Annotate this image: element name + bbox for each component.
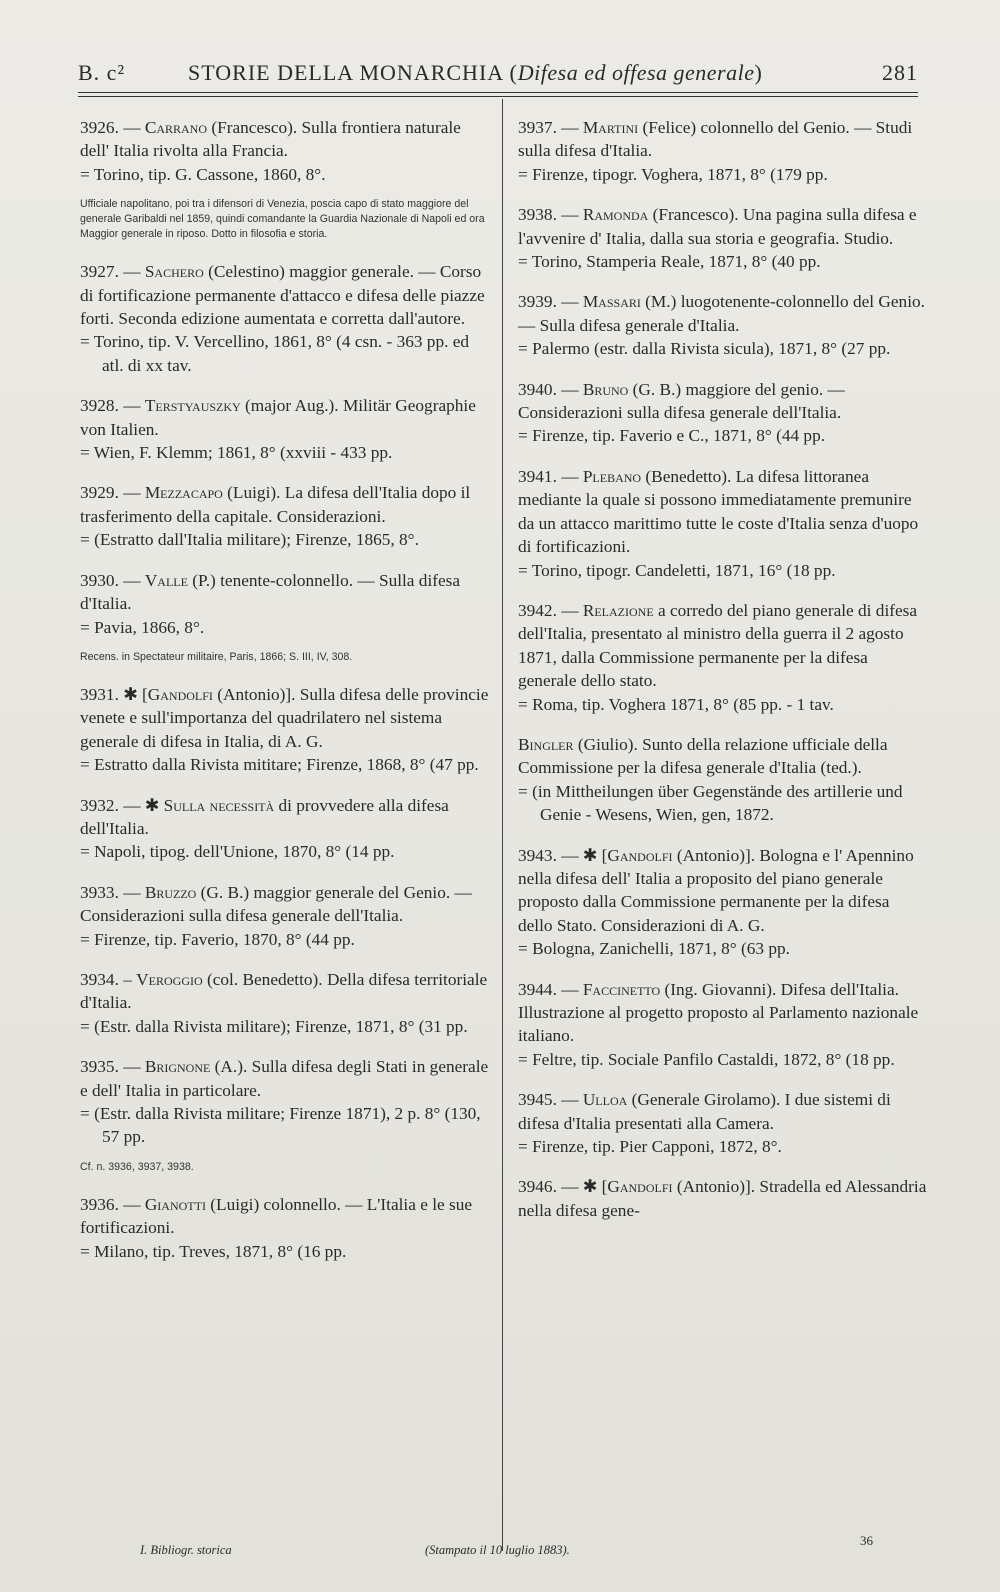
entry-imprint: = Estratto dalla Rivista mititare; Firenze, 1868, 8° (47 pp. xyxy=(80,755,479,775)
entry-imprint: = (Estratto dall'Italia militare); Firenze, 1865, 8°. xyxy=(80,530,419,550)
entry-title: (Benedetto). La difesa littoranea mediante la quale si possono immediatamente premunire da un attacco marittimo tutte le coste d'Italia senza d'uopo di fortificazioni. xyxy=(518,466,919,557)
entry-number: 3941. — xyxy=(518,466,583,486)
running-title xyxy=(188,60,763,86)
entry-number: 3946. — ✱ [ xyxy=(518,1177,608,1197)
entry-imprint: = Firenze, tip. Pier Capponi, 1872, 8°. xyxy=(518,1137,782,1157)
column-divider xyxy=(502,99,503,1551)
entry-title: (Antonio)]. Sulla difesa delle provincie venete e sull'importanza del quadrilatero nel sistema generale di difesa in Italia, di A. G. xyxy=(80,684,489,751)
entry-author: Veroggio xyxy=(136,969,203,989)
entry-text xyxy=(80,968,490,1015)
entry-text xyxy=(80,1055,490,1102)
entry-author: Ulloa xyxy=(582,1090,628,1110)
bibliography-entry xyxy=(80,481,490,551)
bibliography-entry xyxy=(518,844,928,961)
entry-number: 3931. ✱ [ xyxy=(80,684,148,704)
running-title-italic: Difesa ed offesa generale xyxy=(517,60,755,85)
entry-number: 3935. — xyxy=(80,1057,145,1077)
entry-text xyxy=(518,116,928,163)
entry-author: Bruno xyxy=(582,379,629,399)
entry-title: di provvedere alla difesa dell'Italia. xyxy=(80,795,449,838)
entry-title: (Luigi) colonnello. — L'Italia e le sue fortificazioni. xyxy=(80,1194,473,1238)
entry-title: (Giulio). Sunto della relazione ufficiale della Commissione per la difesa generale d'Italia (ted.). xyxy=(518,734,888,778)
entry-number: 3937. — xyxy=(518,118,583,137)
bibliography-entry xyxy=(518,599,928,716)
entry-imprint: = Bologna, Zanichelli, 1871, 8° (63 pp. xyxy=(518,939,790,959)
entry-text xyxy=(518,203,928,250)
entry-title: (Francesco). Sulla frontiera naturale dell' Italia rivolta alla Francia. xyxy=(80,118,461,161)
entry-imprint: = Firenze, tip. Faverio, 1870, 8° (44 pp. xyxy=(80,929,355,949)
entry-imprint: = Pavia, 1866, 8°. xyxy=(80,617,205,637)
entry-number: 3940. — xyxy=(518,379,583,399)
entry-author: Mezzacapo xyxy=(144,483,223,503)
signature-mark: B. c² xyxy=(78,60,126,85)
entry-title: (Antonio)]. Bologna e l' Apennino nella difesa dell' Italia a proposito del piano generale proposto dalla Commissione permanente per la difesa dello Stato. Considerazioni di A. G. xyxy=(518,845,914,935)
entry-title: (G. B.) maggiore del genio. — Considerazioni sulla difesa generale dell'Italia. xyxy=(518,379,845,423)
entry-text xyxy=(80,260,490,330)
entry-title: (Francesco). Una pagina sulla difesa e l'avvenire d' Italia, dalla sua storia e geografia. Studio. xyxy=(518,205,917,248)
footer-series: I. Bibliogr. storica xyxy=(140,1543,232,1557)
entry-title: (Luigi). La difesa dell'Italia dopo il trasferimento della capitale. Considerazioni. xyxy=(80,483,471,526)
editorial-note: Cf. n. 3936, 3937, 3938. xyxy=(80,1160,194,1173)
entry-text xyxy=(518,844,928,938)
entry-text xyxy=(80,569,490,616)
entry-author: Bingler xyxy=(518,734,574,754)
entry-text xyxy=(80,394,490,441)
entry-number: 3939. — xyxy=(518,292,583,312)
entry-title: (Antonio)]. Stradella ed Alessandria nella difesa gene- xyxy=(518,1177,927,1220)
entry-number: 3943. — ✱ [ xyxy=(518,845,608,865)
bibliography-entry xyxy=(80,1055,490,1149)
bibliography-entry xyxy=(518,378,928,448)
entry-imprint: = (Estr. dalla Rivista militare; Firenze 1871), 2 p. 8° (130, 57 pp. xyxy=(80,1104,481,1147)
entry-imprint: = Firenze, tip. Faverio e C., 1871, 8° (44 pp. xyxy=(518,426,826,446)
entry-text xyxy=(80,794,490,841)
left-column xyxy=(80,116,490,1280)
bibliography-entry xyxy=(80,881,490,951)
bibliography-entry xyxy=(80,683,490,777)
entry-number: 3926. — xyxy=(80,118,145,137)
entry-text xyxy=(518,599,928,693)
entry-imprint: = (in Mittheilungen über Gegenstände des artillerie und Genie - Wesens, Wien, gen, 1872. xyxy=(518,781,903,825)
entry-author: Carrano xyxy=(144,118,208,137)
entry-text xyxy=(80,481,490,528)
bibliography-entry xyxy=(518,116,928,186)
entry-imprint: = Feltre, tip. Sociale Panfilo Castaldi, 1872, 8° (18 pp. xyxy=(518,1049,895,1069)
entry-text xyxy=(518,290,928,337)
entry-text xyxy=(80,881,490,928)
entry-author: Gandolfi xyxy=(607,845,673,865)
bibliography-entry xyxy=(80,116,490,186)
entry-imprint: = Napoli, tipog. dell'Unione, 1870, 8° (14 pp. xyxy=(80,842,395,862)
entry-title: (G. B.) maggior generale del Genio. — Considerazioni sulla difesa generale dell'Italia. xyxy=(80,882,472,926)
editorial-note: Ufficiale napolitano, poi tra i difensori di Venezia, poscia capo di stato maggiore del generale Garibaldi nel 1859, quindi comandante la Guardia Nazionale di Napoli ed ora Maggior generale in riposo. Dotto in filosofia e storia. xyxy=(80,198,485,241)
entry-author: Bruzzo xyxy=(144,882,197,902)
entry-imprint: = Torino, tip. G. Cassone, 1860, 8°. xyxy=(80,164,326,184)
entry-author: Brignone xyxy=(144,1057,211,1077)
entry-author: Relazione xyxy=(582,600,654,620)
entry-author: Plebano xyxy=(582,466,642,486)
entry-author: Massari xyxy=(582,292,641,312)
entry-number: 3942. — xyxy=(518,600,583,620)
entry-number: 3930. — xyxy=(80,570,145,590)
entry-text xyxy=(80,116,490,163)
entry-author: Sachero xyxy=(144,262,204,282)
bibliography-entry xyxy=(80,394,490,464)
page-number: 281 xyxy=(882,60,918,85)
entry-author: Valle xyxy=(144,570,188,590)
entry-title: (Generale Girolamo). I due sistemi di difesa d'Italia presentati alla Camera. xyxy=(518,1090,891,1133)
editorial-note: Recens. in Spectateur militaire, Paris, 1866; S. III, IV, 308. xyxy=(80,650,353,663)
entry-title: (col. Benedetto). Della difesa territoriale d'Italia. xyxy=(80,969,488,1013)
entry-imprint: = Firenze, tipogr. Voghera, 1871, 8° (179 pp. xyxy=(518,164,828,184)
bibliography-entry xyxy=(518,465,928,582)
entry-number: 3933. — xyxy=(80,882,145,902)
entry-author: Ramonda xyxy=(582,205,649,225)
entry-text xyxy=(518,465,928,559)
entry-imprint: = Torino, tipogr. Candeletti, 1871, 16° (18 pp. xyxy=(518,560,836,580)
entry-number: 3927. — xyxy=(80,262,145,282)
bibliography-entry xyxy=(80,569,490,639)
entry-number: 3932. — ✱ xyxy=(80,795,164,815)
bibliography-entry xyxy=(518,978,928,1072)
entry-title: (major Aug.). Militär Geographie von Italien. xyxy=(80,396,476,439)
bibliography-entry xyxy=(518,290,928,360)
entry-title: (M.) luogotenente-colonnello del Genio. — Sulla difesa generale d'Italia. xyxy=(518,292,925,335)
bibliography-entry xyxy=(80,1193,490,1263)
entry-number: 3945. — xyxy=(518,1090,583,1110)
right-column xyxy=(518,116,928,1239)
entry-imprint: = Wien, F. Klemm; 1861, 8° (xxviii - 433 pp. xyxy=(80,443,393,463)
entry-author: Sulla necessità xyxy=(163,795,275,815)
entry-number: 3934. – xyxy=(80,969,137,989)
entry-number: 3928. — xyxy=(80,396,145,416)
entry-number: 3936. — xyxy=(80,1194,145,1214)
entry-number: 3938. — xyxy=(518,205,583,225)
entry-text xyxy=(80,683,490,753)
entry-text xyxy=(518,1175,928,1222)
entry-imprint: = Roma, tip. Voghera 1871, 8° (85 pp. - 1 tav. xyxy=(518,694,834,714)
bibliography-entry xyxy=(80,260,490,377)
entry-author: Gianotti xyxy=(144,1194,206,1214)
entry-author: Martini xyxy=(582,118,639,137)
entry-title: (Ing. Giovanni). Difesa dell'Italia. Illustrazione al progetto proposto al Parlamento nazionale italiano. xyxy=(518,979,919,1046)
entry-imprint: = Torino, Stamperia Reale, 1871, 8° (40 pp. xyxy=(518,252,821,272)
entry-title: (Celestino) maggior generale. — Corso di fortificazione permanente d'attacco e difesa delle piazze forti. Seconda edizione aumentata e corretta dall'autore. xyxy=(80,262,485,329)
entry-number: 3944. — xyxy=(518,979,583,999)
footer-print-date: (Stampato il 10 luglio 1883). xyxy=(425,1543,570,1557)
entry-text xyxy=(518,378,928,425)
entry-text xyxy=(518,1088,928,1135)
entry-imprint: = (Estr. dalla Rivista militare); Firenze, 1871, 8° (31 pp. xyxy=(80,1016,468,1036)
header-rule-top xyxy=(78,92,918,93)
bibliography-entry xyxy=(80,968,490,1038)
entry-author: Gandolfi xyxy=(147,684,213,704)
bibliography-entry xyxy=(518,1175,928,1222)
page-footer xyxy=(140,1533,880,1573)
running-title-close: ) xyxy=(754,60,763,85)
entry-imprint: = Palermo (estr. dalla Rivista sicula), 1871, 8° (27 pp. xyxy=(518,339,891,359)
bibliography-entry xyxy=(518,733,928,827)
entry-number: 3929. — xyxy=(80,483,145,503)
entry-author: Faccinetto xyxy=(582,979,661,999)
footer-gathering-number: 36 xyxy=(860,1533,873,1548)
entry-author: Gandolfi xyxy=(607,1177,673,1197)
entry-text xyxy=(518,978,928,1048)
entry-text xyxy=(80,1193,490,1240)
bibliography-entry xyxy=(518,203,928,273)
header-rule-bottom xyxy=(78,96,918,97)
entry-title: (P.) tenente-colonnello. — Sulla difesa d'Italia. xyxy=(80,570,461,614)
entry-imprint: = Milano, tip. Treves, 1871, 8° (16 pp. xyxy=(80,1241,347,1261)
entry-imprint: = Torino, tip. V. Vercellino, 1861, 8° (4 csn. - 363 pp. ed atl. di xx tav. xyxy=(80,332,470,375)
entry-title: (A.). Sulla difesa degli Stati in generale e dell' Italia in particolare. xyxy=(80,1057,489,1100)
bibliography-entry xyxy=(80,794,490,864)
entry-title: (Felice) colonnello del Genio. — Studi sulla difesa d'Italia. xyxy=(518,118,913,161)
entry-title: a corredo del piano generale di difesa dell'Italia, presentato al ministro della guerra il 2 agosto 1871, dalla Commissione permanente per la difesa generale dello stato. xyxy=(518,600,918,691)
bibliography-entry xyxy=(518,1088,928,1158)
running-header xyxy=(78,56,918,90)
running-title-plain: STORIE DELLA MONARCHIA ( xyxy=(188,60,518,85)
entry-author: Terstyauszky xyxy=(144,396,241,416)
entry-text xyxy=(518,733,928,780)
